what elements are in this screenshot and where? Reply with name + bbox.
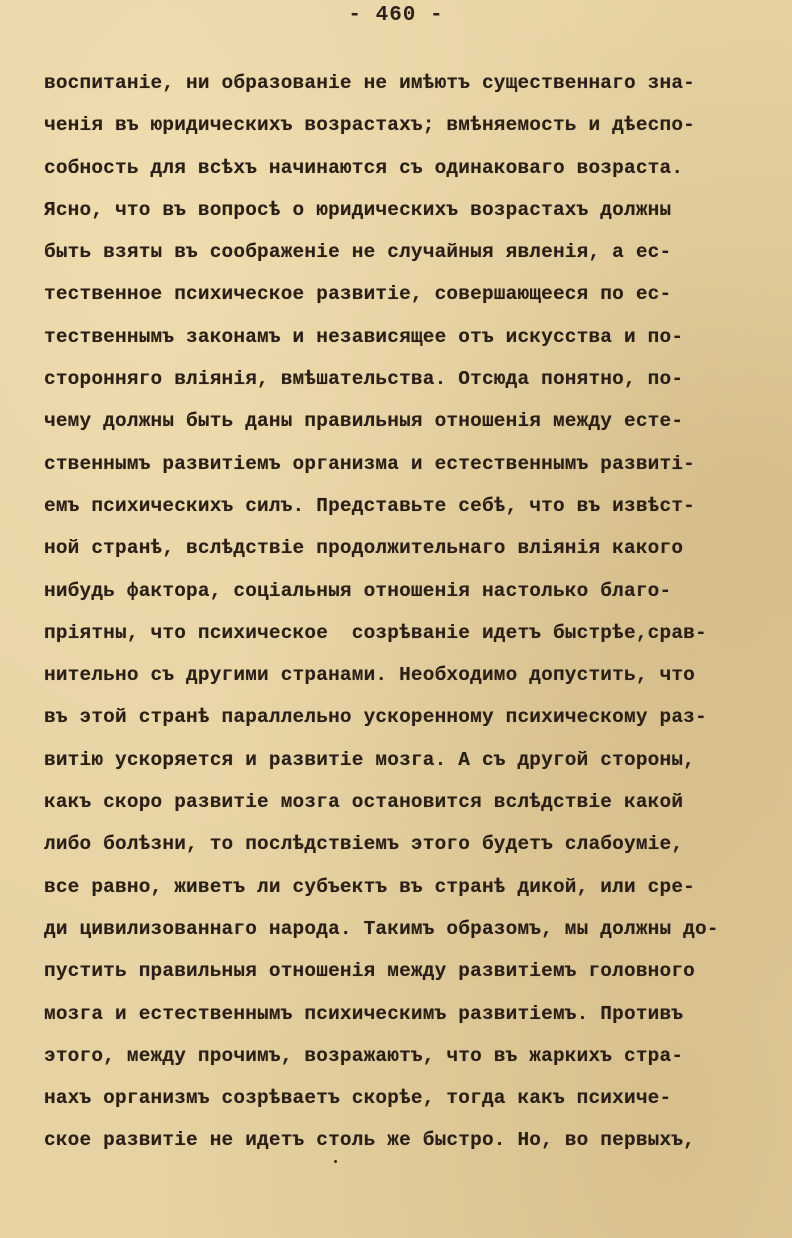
text-line: сторонняго вліянія, вмѣшательства. Отсюда понятно, по- [44,368,684,391]
text-line: мозга и естественнымъ психическимъ развитіемъ. Противъ [44,1002,684,1025]
text-line: въ этой странѣ параллельно ускоренному психическому раз- [44,706,707,729]
text-line: нахъ организмъ созрѣваетъ скорѣе, тогда какъ психиче- [44,1087,672,1110]
text-line: ной странѣ, вслѣдствіе продолжительнаго вліянія какого [44,537,684,560]
text-line: тественнымъ законамъ и независящее отъ искусства и по- [44,325,684,348]
text-line: витію ускоряется и развитіе мозга. А съ другой стороны, [44,748,695,771]
page-number: - 460 - [348,4,444,27]
text-line: ственнымъ развитіемъ организма и естественнымъ развиті- [44,452,695,475]
text-line: ское развитіе не идетъ столь же быстро. Но, во первыхъ, [44,1129,695,1152]
text-line: пріятны, что психическое созрѣваніе идетъ быстрѣе,срав- [44,621,707,644]
body-text [44,62,784,1162]
text-line: какъ скоро развитіе мозга остановится вслѣдствіе какой [44,791,684,814]
text-line: все равно, живетъ ли субъектъ въ странѣ дикой, или сре- [44,875,695,898]
text-line: собность для всѣхъ начинаются съ одинаковаго возраста. [44,156,684,179]
text-line: ди цивилизованнаго народа. Такимъ образомъ, мы должны до- [44,917,719,940]
text-line: емъ психическихъ силъ. Представьте себѣ, что въ извѣст- [44,494,695,517]
text-line: Ясно, что въ вопросѣ о юридическихъ возрастахъ должны [44,198,672,221]
text-line: тественное психическое развитіе, совершающееся по ес- [44,283,672,306]
text-line: чему должны быть даны правильныя отношенія между есте- [44,410,684,433]
text-line: ченія въ юридическихъ возрастахъ; вмѣняемость и дѣеспо- [44,114,695,137]
text-line: пустить правильныя отношенія между развитіемъ головного [44,960,695,983]
text-line: нибудь фактора, соціальныя отношенія настолько благо- [44,579,672,602]
ink-speck [334,1160,337,1163]
text-line: воспитаніе, ни образованіе не имѣютъ существеннаго зна- [44,72,695,94]
text-line: этого, между прочимъ, возражаютъ, что въ жаркихъ стра- [44,1044,684,1067]
text-line: либо болѣзни, то послѣдствіемъ этого будетъ слабоуміе, [44,833,684,856]
text-line: нительно съ другими странами. Необходимо допустить, что [44,664,695,687]
text-line: быть взяты въ соображеніе не случайныя явленія, а ес- [44,241,672,264]
